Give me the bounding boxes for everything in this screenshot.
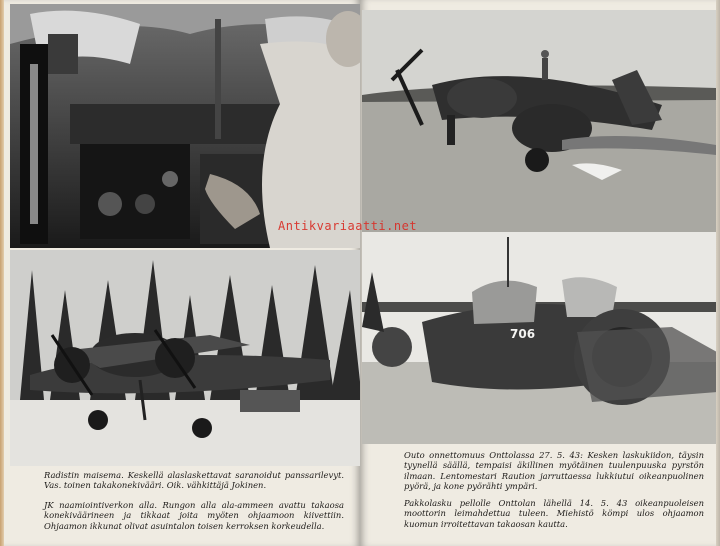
svg-text:706: 706 <box>510 327 536 341</box>
forced-landing-photo <box>362 232 716 444</box>
right-page <box>360 0 716 546</box>
overturned-photo-image <box>362 10 716 232</box>
overturned-aircraft-photo <box>362 10 716 232</box>
watermark-text: Antikvariaatti.net <box>278 219 418 233</box>
left-page <box>4 0 360 546</box>
page-edge-right <box>716 0 720 546</box>
ju88-photo-image <box>10 250 362 466</box>
forced-landing-photo-image <box>362 232 716 444</box>
cockpit-photo-caption: Radistin maisema. Keskellä alaslaskettavat saranoidut panssarilevyt. Vas. toinen takakonekivääri. Oik. vähkittäjä Jokinen. <box>44 470 344 491</box>
ju88-camouflage-photo <box>10 250 362 466</box>
overturned-aircraft-caption: Outo onnettomuus Onttolassa 27. 5. 43: Kesken laskukiidon, täysin tyynellä säällä, tempaisi äkillinen myötäinen tuulenpuuska pyrstön ilmaan. Lentomestari Raution jarruttaessa lukkiutui oikeanpuolinen pyörä, ja kone pyörähti ympäri. <box>404 450 704 492</box>
cockpit-photo <box>10 4 362 248</box>
aircraft-code-text <box>510 327 535 341</box>
ju88-photo-caption: JK naamiointiverkon alla. Rungon alla ala-ammeen avattu takaosa konekiväärineen ja tikkaat joita myöten ohjaamoon kiivettiin. Ohjaamon ikkunat olivat asuintalon toisen kerroksen korkeudella. <box>44 500 344 531</box>
cockpit-photo-image <box>10 4 362 248</box>
forced-landing-caption: Pakkolasku pellolle Onttolan lähellä 14. 5. 43 oikeanpuoleisen moottorin leimahdettua tuleen. Miehistö kömpi ulos ohjaamon kuomun irroitettavan takaosan kautta. <box>404 498 704 529</box>
